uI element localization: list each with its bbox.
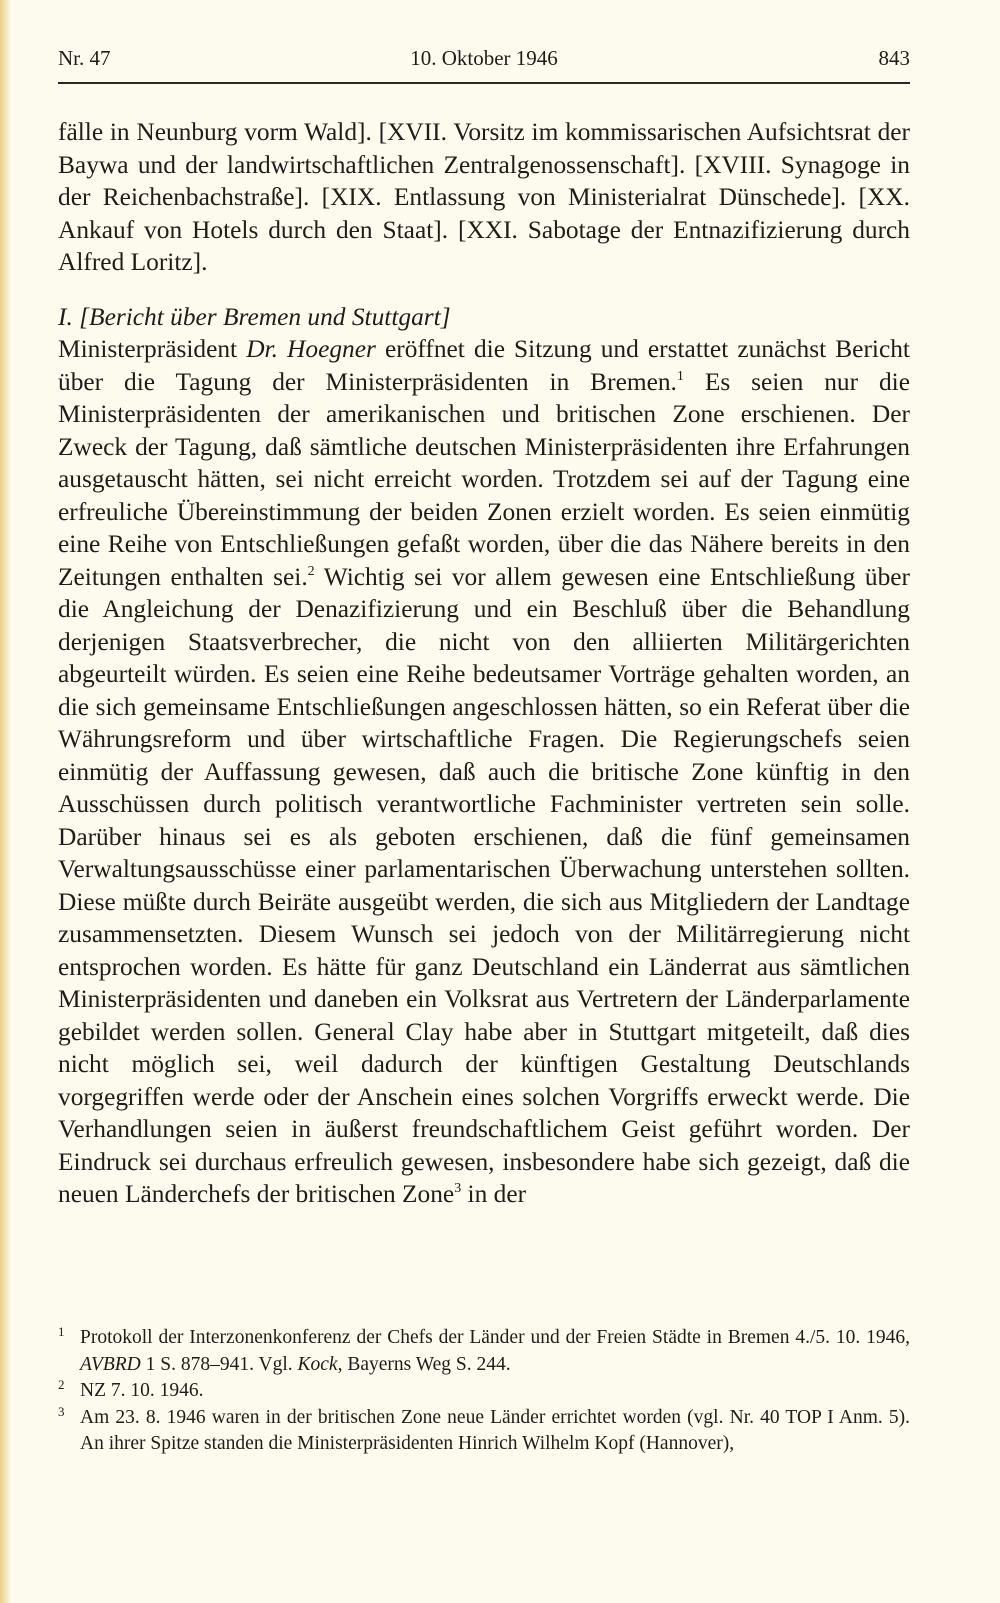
page-number: 843 xyxy=(878,46,910,70)
header-rule xyxy=(58,82,910,84)
text-run: eröffnet die Sitzung und erstattet zunächst Bericht über die Tagung der Ministerpräsidenten in Bremen. xyxy=(58,335,910,396)
footnote-text: Am 23. 8. 1946 waren in der britischen Zone neue Länder errichtet worden (vgl. Nr. 40 TOP I Anm. 5). An ihrer Spitze standen die Ministerpräsidenten Hinrich Wilhelm Kopf (Hannover), xyxy=(80,1406,910,1454)
issue-number: Nr. 47 xyxy=(58,46,111,70)
main-paragraph xyxy=(58,333,910,1211)
body-text xyxy=(58,116,910,1211)
footnote xyxy=(58,1405,910,1458)
section-title: [Bericht über Bremen und Stuttgart] xyxy=(79,302,451,331)
footnote-number: 3 xyxy=(58,1403,65,1419)
running-header xyxy=(58,46,910,76)
book-spine-edge xyxy=(0,0,10,1603)
text-run: in der xyxy=(461,1180,527,1208)
footnote-text: , Bayerns Weg S. 244. xyxy=(337,1353,511,1375)
section-heading xyxy=(58,301,910,334)
text-run: Es seien nur die Ministerpräsidenten der amerikanischen und britischen Zone erschienen. Der Zweck der Tagung, daß sämtliche deutschen Ministerpräsidenten ihre Erfahrungen ausgetauscht hätten, sei nicht erreicht worden. Trotzdem sei auf der Tagung eine erfreuliche Übereinstimmung der beiden Zonen erzielt worden. Es seien einmütig eine Reihe von Entschließungen gefaßt worden, über die das Nähere bereits in den Zeitungen enthalten sei. xyxy=(58,367,910,591)
intro-paragraph: fälle in Neunburg vorm Wald]. [XVII. Vorsitz im kommissarischen Aufsichtsrat der Baywa und der landwirtschaftlichen Zentralgenossenschaft]. [XVIII. Synagoge in der Reichenbachstraße]. [XIX. Entlassung von Ministerialrat Dünschede]. [XX. Ankauf von Hotels durch den Staat]. [XXI. Sabotage der Entnazifizierung durch Alfred Loritz]. xyxy=(58,118,910,276)
text-run: Ministerpräsident xyxy=(58,335,247,363)
footnote-number: 1 xyxy=(58,1324,65,1339)
footnote-text: Protokoll der Interzonenkonferenz der Chefs der Länder und der Freien Städte in Bremen 4./5. 10. 1946, xyxy=(80,1327,910,1348)
footnote-ref-2[interactable]: 2 xyxy=(307,563,315,579)
footnotes xyxy=(58,1325,910,1458)
footnote-text: NZ 7. 10. 1946. xyxy=(80,1380,204,1401)
footnote xyxy=(58,1325,910,1378)
speaker-name: Dr. Hoegner xyxy=(246,335,376,363)
footnote-ref-1[interactable]: 1 xyxy=(676,368,684,384)
footnote-text: 1 S. 878–941. Vgl. xyxy=(140,1353,298,1375)
footnote-number: 2 xyxy=(58,1377,65,1392)
footnote-italic: AVBRD xyxy=(80,1353,141,1375)
footnote-italic: Kock xyxy=(297,1353,338,1375)
header-date: 10. Oktober 1946 xyxy=(410,46,558,70)
text-run: Wichtig sei vor allem gewesen eine Entschließung über die Angleichung der Denazifizierung und ein Beschluß über die Behandlung derjenigen Staatsverbrecher, die nicht von den alliierten Militärgerichten abgeurteilt würden. Es seien eine Reihe bedeutsamer Vorträge gehalten worden, an die sich gemeinsame Entschließungen angeschlossen hätten, so ein Referat über die Währungsreform und über wirtschaftliche Fragen. Die Regierungschefs seien einmütig der Auffassung gewesen, daß auch die britische Zone künftig in den Ausschüssen durch politisch verantwortliche Fachminister vertreten sein solle. Darüber hinaus sei es als geboten erschienen, daß die fünf gemeinsamen Verwaltungsausschüsse einer parlamentarischen Überwachung unterstehen sollten. Diese müßte durch Beiräte ausgeübt werden, die sich aus Mitgliedern der Landtage zusammensetzten. Diesem Wunsch sei jedoch von der Militärregierung nicht entsprochen worden. Es hätte für ganz Deutschland ein Länderrat aus sämtlichen Ministerpräsidenten und daneben ein Volksrat aus Vertretern der Länderparlamente gebildet werden sollen. General Clay habe aber in Stuttgart mitgeteilt, daß dies nicht möglich sei, weil dadurch der künftigen Gestaltung Deutschlands vorgegriffen werde oder der Anschein eines solchen Vorgriffs erweckt werde. Die Verhandlungen seien in äußerst freundschaftlichem Geist geführt worden. Der Eindruck sei durchaus erfreulich gewesen, insbesondere habe sich gezeigt, daß die neuen Länderchefs der britischen Zone xyxy=(58,562,910,1208)
footnote-ref-3[interactable]: 3 xyxy=(454,1181,462,1196)
footnote xyxy=(58,1378,910,1405)
section-number: I. xyxy=(58,302,73,331)
